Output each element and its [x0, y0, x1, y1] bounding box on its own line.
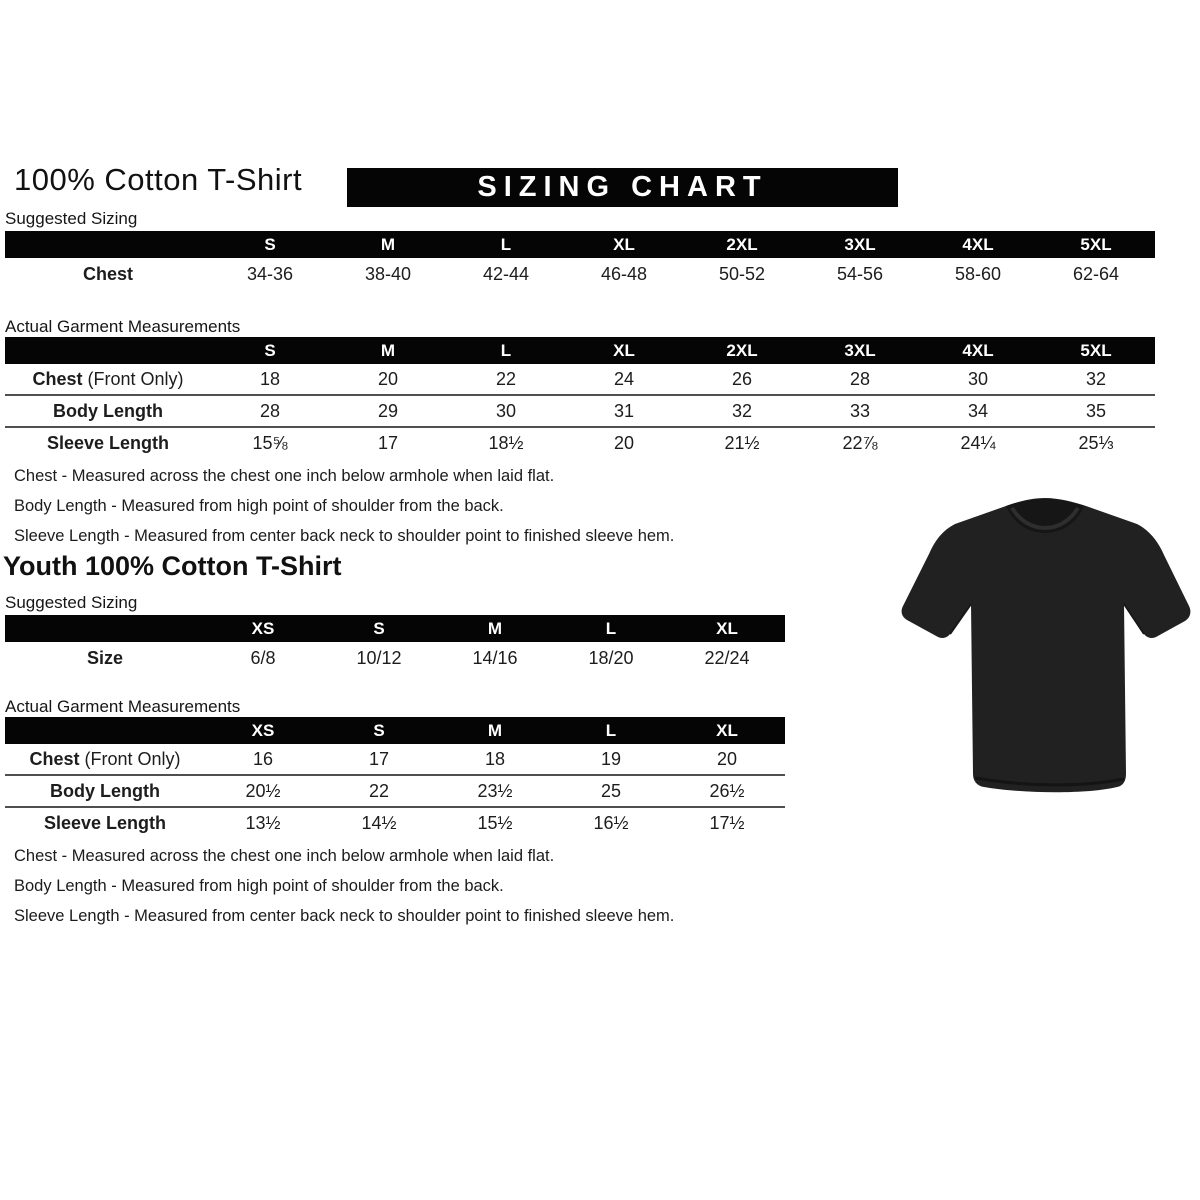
size-column-header: M [329, 231, 447, 258]
size-column-header: XS [205, 615, 321, 642]
table-header-row [5, 231, 1155, 258]
header-spacer-cell [5, 231, 211, 258]
table-cell: 17 [329, 427, 447, 458]
table-cell: 22 [495, 368, 517, 389]
sizing-chart-banner-text: SIZING CHART [477, 171, 768, 203]
adult-measurement-notes [14, 461, 674, 551]
youth-actual-measurements-table [5, 717, 785, 838]
size-column-header: 4XL [919, 337, 1037, 364]
youth-suggested-sizing-table [5, 615, 785, 675]
table-cell: 30 [967, 368, 989, 389]
table-row [5, 364, 1155, 395]
table-row [5, 258, 1155, 291]
table-cell: 54-56 [836, 264, 884, 284]
table-cell: 24¼ [919, 427, 1037, 458]
table-cell: 15½ [437, 807, 553, 838]
table-cell: 18 [484, 748, 506, 769]
size-column-header: 2XL [683, 337, 801, 364]
table-cell: 50-52 [718, 264, 766, 284]
size-column-header: M [329, 337, 447, 364]
sizing-chart-banner [347, 168, 898, 207]
table-row [5, 395, 1155, 427]
table-cell: 31 [565, 395, 683, 427]
size-column-header: M [437, 717, 553, 744]
youth-suggested-sizing-label: Suggested Sizing [5, 593, 138, 612]
size-column-header: M [437, 615, 553, 642]
table-cell: 22/24 [704, 648, 750, 668]
table-cell: 20½ [205, 775, 321, 807]
table-cell: 30 [447, 395, 565, 427]
table-cell: 18 [259, 368, 281, 389]
size-column-header: S [211, 337, 329, 364]
row-label: Body Length [5, 775, 205, 807]
note-line: Body Length - Measured from high point of shoulder from the back. [14, 497, 504, 515]
size-column-header: L [447, 231, 565, 258]
table-row [5, 427, 1155, 458]
youth-section-title: Youth 100% Cotton T-Shirt [3, 551, 342, 581]
t-shirt-icon [893, 478, 1198, 813]
table-cell: 46-48 [600, 264, 648, 284]
table-cell: 18/20 [588, 648, 634, 668]
table-cell: 13½ [205, 807, 321, 838]
table-cell: 29 [329, 395, 447, 427]
table-cell: 22⅞ [801, 427, 919, 458]
adult-actual-measurements-label: Actual Garment Measurements [5, 317, 241, 336]
table-row [5, 642, 785, 675]
table-cell: 15⅝ [211, 427, 329, 458]
size-column-header: L [447, 337, 565, 364]
table-cell: 20 [377, 368, 399, 389]
page-title: 100% Cotton T-Shirt [14, 162, 303, 197]
row-label: Sleeve Length [5, 427, 211, 458]
size-column-header: 2XL [683, 231, 801, 258]
table-cell: 25⅓ [1037, 427, 1155, 458]
table-cell: 10/12 [356, 648, 402, 668]
row-label: Sleeve Length [5, 807, 205, 838]
size-column-header: 3XL [801, 231, 919, 258]
table-cell: 42-44 [482, 264, 530, 284]
adult-actual-measurements-table [5, 337, 1155, 458]
table-cell: 28 [211, 395, 329, 427]
table-cell: 14½ [321, 807, 437, 838]
size-column-header: S [321, 615, 437, 642]
table-cell: 6/8 [250, 648, 276, 668]
size-column-header: S [211, 231, 329, 258]
table-cell: 32 [683, 395, 801, 427]
youth-measurement-notes [14, 841, 674, 931]
size-column-header: XL [565, 231, 683, 258]
table-cell: 16½ [553, 807, 669, 838]
table-cell: 28 [849, 368, 871, 389]
table-header-row [5, 717, 785, 744]
youth-actual-measurements-label: Actual Garment Measurements [5, 697, 241, 716]
table-cell: 21½ [683, 427, 801, 458]
row-label: Size [86, 648, 124, 668]
size-column-header: 3XL [801, 337, 919, 364]
row-label: Chest (Front Only) [32, 368, 184, 389]
table-cell: 33 [801, 395, 919, 427]
table-cell: 34 [919, 395, 1037, 427]
size-column-header: 4XL [919, 231, 1037, 258]
adult-suggested-sizing-table [5, 231, 1155, 291]
table-cell: 26½ [669, 775, 785, 807]
table-cell: 62-64 [1072, 264, 1120, 284]
size-column-header: XS [205, 717, 321, 744]
table-cell: 14/16 [472, 648, 518, 668]
size-column-header: 5XL [1037, 337, 1155, 364]
row-label: Chest [82, 264, 133, 284]
note-line: Chest - Measured across the chest one inch below armhole when laid flat. [14, 847, 555, 865]
table-cell: 19 [600, 748, 622, 769]
header-spacer-cell [5, 337, 211, 364]
table-row [5, 775, 785, 807]
table-cell: 26 [731, 368, 753, 389]
note-line: Sleeve Length - Measured from center back neck to shoulder point to finished sleeve hem. [14, 527, 675, 545]
table-header-row [5, 337, 1155, 364]
header-spacer-cell [5, 615, 205, 642]
row-label: Chest (Front Only) [29, 748, 181, 769]
table-cell: 38-40 [364, 264, 412, 284]
table-cell: 35 [1037, 395, 1155, 427]
size-column-header: XL [565, 337, 683, 364]
table-cell: 58-60 [954, 264, 1002, 284]
adult-suggested-sizing-label: Suggested Sizing [5, 209, 138, 228]
table-cell: 23½ [437, 775, 553, 807]
table-cell: 22 [321, 775, 437, 807]
size-column-header: L [553, 717, 669, 744]
size-column-header: 5XL [1037, 231, 1155, 258]
table-cell: 34-36 [246, 264, 294, 284]
table-cell: 17½ [669, 807, 785, 838]
size-column-header: XL [669, 717, 785, 744]
table-cell: 20 [716, 748, 738, 769]
note-line: Chest - Measured across the chest one inch below armhole when laid flat. [14, 467, 555, 485]
table-cell: 17 [368, 748, 390, 769]
table-cell: 20 [565, 427, 683, 458]
table-row [5, 807, 785, 838]
note-line: Sleeve Length - Measured from center back neck to shoulder point to finished sleeve hem. [14, 907, 675, 925]
table-cell: 32 [1085, 368, 1107, 389]
table-cell: 18½ [447, 427, 565, 458]
row-label: Body Length [5, 395, 211, 427]
table-cell: 24 [613, 368, 635, 389]
table-cell: 25 [553, 775, 669, 807]
table-header-row [5, 615, 785, 642]
size-column-header: S [321, 717, 437, 744]
size-column-header: XL [669, 615, 785, 642]
header-spacer-cell [5, 717, 205, 744]
table-cell: 16 [252, 748, 274, 769]
size-column-header: L [553, 615, 669, 642]
t-shirt-image [893, 478, 1198, 813]
note-line: Body Length - Measured from high point of shoulder from the back. [14, 877, 504, 895]
table-row [5, 744, 785, 775]
